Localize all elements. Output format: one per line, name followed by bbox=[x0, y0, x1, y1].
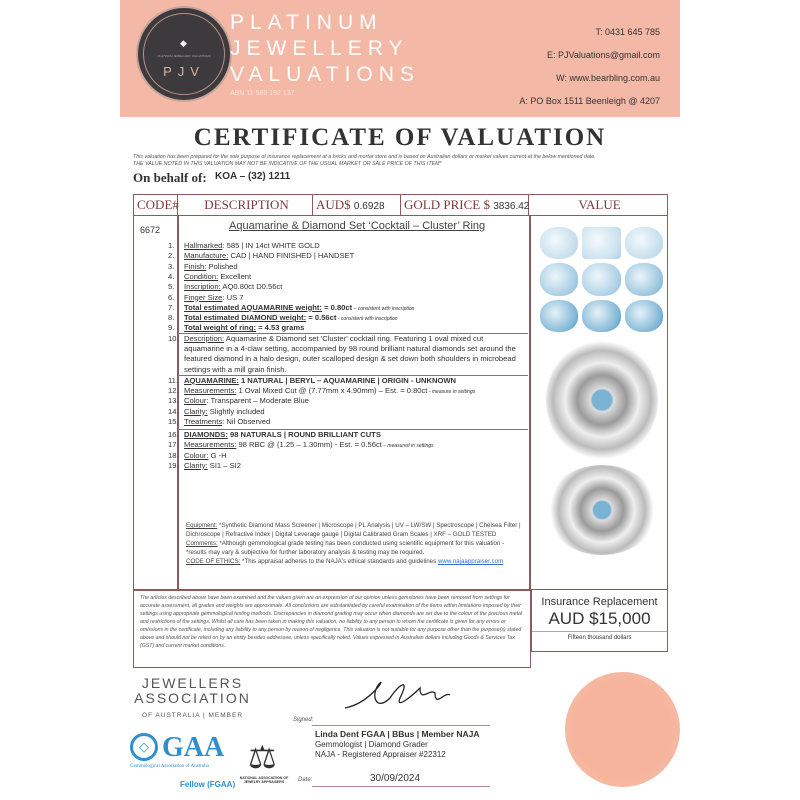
website: W: www.bearbling.com.au bbox=[556, 73, 660, 83]
aud-header: AUD$ 0.6928 bbox=[313, 195, 401, 216]
detail-line: 11. AQUAMARINE: 1 NATURAL | BERYL – AQUAMARINE | ORIGIN - UNKNOWN bbox=[168, 375, 457, 385]
detail-line: 15. Treatments: Nil Observed bbox=[168, 416, 271, 426]
line-number: 7. bbox=[168, 302, 175, 312]
description-header: DESCRIPTION bbox=[178, 195, 313, 216]
signed-label: Signed: bbox=[293, 717, 314, 723]
naja-link[interactable]: www.najaappraiser.com bbox=[437, 558, 504, 565]
abn: ABN 11 588 192 137 bbox=[230, 90, 295, 97]
line-number: 11. bbox=[168, 375, 178, 385]
detail-line: 10. Description: Aquamarine & Diamond set 'Cluster' cocktail ring. Featuring 1 oval mixed cut aquamarine in a 4-claw setting, accompanied by 98 round brilliant natural diamonds set around the featured diamond in a halo design, outer scalloped design & set down both shoulders in microbead settings with a mill grain finish. bbox=[168, 333, 516, 374]
gold-price-header: GOLD PRICE $ 3836.42 bbox=[401, 195, 529, 216]
line-number: 2. bbox=[168, 251, 175, 261]
detail-line: 9. Total weight of ring: = 4.53 grams bbox=[168, 323, 305, 333]
detail-line: 12. Measurements: 1 Oval Mixed Cut @ (7.77mm x 4.90mm) – Est. = 0.80ct - measure in settings bbox=[168, 386, 476, 395]
brand-line: PLATINUM bbox=[230, 11, 383, 34]
on-behalf-value: KOA – (32) 1211 bbox=[215, 171, 291, 182]
line-number: 6. bbox=[168, 292, 175, 302]
line-number: 9. bbox=[168, 323, 175, 333]
naja-logo-text: NATIONAL ASSOCIATION OF JEWELRY APPRAISERS bbox=[239, 776, 289, 784]
detail-line: 13. Colour: Transparent – Moderate Blue bbox=[168, 396, 309, 406]
line-number: 1. bbox=[168, 241, 175, 250]
signature-image bbox=[340, 673, 460, 723]
date-value: 30/09/2024 bbox=[370, 773, 421, 784]
detail-line: 7. Total estimated AQUAMARINE weight: = 0.80ct – consistent with inscription bbox=[168, 302, 415, 312]
line-number: 10. bbox=[168, 333, 179, 343]
gaa-subtitle: Gemmological Association of Australia bbox=[130, 764, 210, 769]
seal-sticker bbox=[565, 672, 680, 787]
detail-line: 18. Colour: G -H bbox=[168, 450, 227, 460]
pjv-logo: ◆ PLATINUM JEWELLERY VALUATIONS PJV bbox=[136, 6, 232, 102]
detail-line: 5. Inscription: AQ0.80ct D0.56ct bbox=[168, 282, 283, 292]
value-header: VALUE bbox=[529, 195, 667, 216]
phone: T: 0431 645 785 bbox=[595, 27, 660, 37]
line-number: 3. bbox=[168, 261, 175, 271]
detail-line: 2. Manufacture: CAD | HAND FINISHED | HANDSET bbox=[168, 251, 355, 261]
page-title: CERTIFICATE OF VALUATION bbox=[193, 124, 607, 151]
brand-line: VALUATIONS bbox=[230, 63, 420, 86]
appraiser-registration: NAJA - Registered Appraiser #22312 bbox=[315, 750, 446, 759]
item-code: 6672 bbox=[140, 225, 161, 235]
line-number: 16. bbox=[168, 429, 179, 439]
on-behalf-label: On behalf of: bbox=[133, 170, 207, 185]
ring-photo-side bbox=[546, 465, 658, 555]
detail-line: 1. Hallmarked: 585 | IN 14ct WHITE GOLD bbox=[168, 241, 320, 250]
line-number: 17. bbox=[168, 440, 179, 450]
detail-line: 4. Condition: Excellent bbox=[168, 271, 252, 281]
line-number: 8. bbox=[168, 313, 175, 323]
detail-line: 17. Measurements: 98 RBC @ (1.25 – 1.30mm) - Est. = 0.56ct – measured in settings bbox=[168, 440, 434, 450]
disclaimer-top: This valuation has been prepared for the sole purpose of insurance replacement at a bricks and mortar store and is based on Australian dollars or market values current at the below mentioned date. bbox=[133, 154, 596, 160]
jaa-logo: JEWELLERS ASSOCIATION OF AUSTRALIA | MEMBER bbox=[134, 675, 251, 719]
line-number: 13. bbox=[168, 396, 179, 406]
code-of-ethics: CODE OF ETHICS: *This appraisal adheres to the NAJA's ethical standards and guidelines www.najaappraiser.com bbox=[186, 558, 504, 565]
code-header: CODE# bbox=[134, 195, 178, 216]
line-number: 19. bbox=[168, 460, 179, 470]
gaa-logo: GAA bbox=[162, 732, 225, 763]
gaa-fellow: Fellow (FGAA) bbox=[180, 780, 236, 789]
detail-line: 16. DIAMONDS: 98 NATURALS | ROUND BRILLIANT CUTS bbox=[168, 429, 381, 439]
valuation-table bbox=[133, 194, 668, 590]
aquamarine-colour-chart bbox=[540, 227, 663, 332]
item-title: Aquamarine & Diamond Set ‘Cocktail – Cluster’ Ring bbox=[229, 220, 486, 232]
detail-line: 8. Total estimated DIAMOND weight: = 0.56ct - consistent with inscription bbox=[168, 313, 398, 323]
line-number: 4. bbox=[168, 271, 175, 281]
appraiser-role: Gemmologist | Diamond Grader bbox=[315, 740, 428, 749]
disclaimer-bottom: The articles described above have been examined and the values given are an expression of our opinion unless gemstones have been removed from settings for accurate assessment, all grades and weights are approximate. All conclusions are substantiated by careful examination of the items within limitations imposed by their settings using appropriate gemmological testing methods. Discrepancies in diamond grading may occur when diamonds are set due to the colour of the precious metal and restrictions of the settings. Whilst all care has been taken in making this valuation, no liability to any person to whom the certificate is given for any errors or omissions in the certificate, including any liability to any person by reason of negligence. This valuation is not suitable for any purpose other than the purpose(s) stated above and should not be relied on by an entity besides addressee, unless specifically noted. Values expressed in Australian dollars including Goods & Services Tax (GST) and current market conditions. bbox=[133, 590, 531, 668]
diamond-icon: ◆ bbox=[180, 38, 187, 48]
line-number: 15. bbox=[168, 416, 179, 426]
insurance-label: Insurance Replacement bbox=[541, 596, 658, 608]
appraiser-name: Linda Dent FGAA | BBus | Member NAJA bbox=[315, 729, 480, 739]
date-label: Date: bbox=[298, 777, 313, 783]
detail-line: 14. Clarity: Slightly included bbox=[168, 406, 265, 416]
line-number: 12. bbox=[168, 386, 179, 395]
gaa-diamond-icon: ◇ bbox=[130, 733, 158, 761]
insurance-amount: AUD $15,000 bbox=[548, 609, 651, 628]
line-number: 14. bbox=[168, 406, 179, 416]
detail-line: 19. Clarity: SI1 – SI2 bbox=[168, 460, 241, 470]
comments: Comments: *Although gemmological grade testing has been conducted using scientific equipment for this valuation - *results may vary & subjective for further laboratory analysis & testing may be required. bbox=[186, 540, 505, 556]
scales-icon: ⚖ bbox=[248, 739, 277, 775]
ring-photo-top bbox=[546, 340, 658, 460]
line-number: 5. bbox=[168, 282, 175, 292]
insurance-replacement-box bbox=[531, 590, 668, 652]
disclaimer-top-caps: THE VALUE NOTED IN THIS VALUATION MAY NOT BE INDICATIVE OF THE USUAL MARKET OR SALE PRICE OF THIS ITEM* bbox=[133, 161, 442, 167]
insurance-words: Fifteen thousand dollars bbox=[532, 631, 667, 641]
detail-line: 3. Finish: Polished bbox=[168, 261, 238, 271]
brand-line: JEWELLERY bbox=[230, 37, 409, 60]
line-number: 18. bbox=[168, 450, 179, 460]
email: E: PJValuations@gmail.com bbox=[546, 50, 660, 60]
letterhead bbox=[120, 0, 680, 117]
address: A: PO Box 1511 Beenleigh @ 4207 bbox=[519, 96, 660, 106]
equipment: Equipment: *Synthetic Diamond Mass Screener | Microscope | PL Analysis | UV – LW/SW | Spectroscope | Chelsea Filter | Dichroscope | Refractive Index | Digital Leverage gauge | Digital Calibrated Gram Scales | XRF – GOLD TESTED bbox=[186, 522, 521, 538]
detail-line: 6. Finger Size: US 7 bbox=[168, 292, 244, 302]
